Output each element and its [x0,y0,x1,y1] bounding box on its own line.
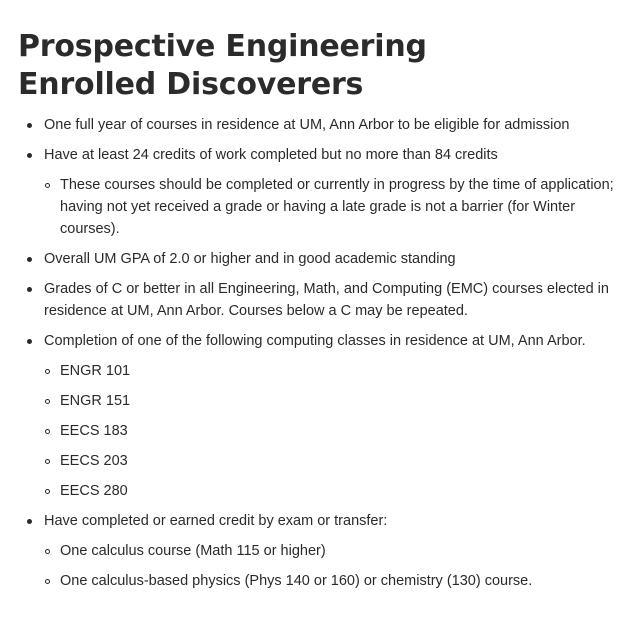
course-item [44,390,622,412]
requirement-text: Completion of one of the following computing classes in residence at UM, Ann Arbor. [44,333,586,349]
requirement-item [18,510,622,592]
requirement-item [18,114,622,136]
course-code: EECS 280 [60,483,128,499]
sub-requirement-text: One calculus course (Math 115 or higher) [60,543,326,559]
course-code: ENGR 101 [60,363,131,379]
course-item [44,420,622,442]
course-item [44,450,622,472]
requirement-text: Have at least 24 credits of work completed but no more than 84 credits [44,147,498,163]
requirement-item [18,144,622,240]
course-code: ENGR 151 [60,393,131,409]
course-code: EECS 183 [60,423,128,439]
requirement-item [18,248,622,270]
requirement-text: One full year of courses in residence at UM, Ann Arbor to be eligible for admission [44,117,570,133]
course-item [44,480,622,502]
sub-requirement-item [44,570,622,592]
course-item [44,360,622,382]
requirements-list [18,114,622,592]
requirement-sublist [44,540,622,592]
sub-requirement-text: These courses should be completed or currently in progress by the time of application; having not yet received a grade or having a late grade is not a barrier (for Winter courses). [60,177,614,237]
requirement-text: Overall UM GPA of 2.0 or higher and in good academic standing [44,251,456,267]
requirement-sublist [44,174,622,240]
requirement-item [18,278,622,322]
page-title: Prospective Engineering Enrolled Discoverers [18,29,427,102]
sub-requirement-item [44,540,622,562]
computing-classes-list [44,360,622,502]
requirement-item [18,330,622,502]
requirement-text: Have completed or earned credit by exam or transfer: [44,513,388,529]
sub-requirement-item [44,174,622,240]
course-code: EECS 203 [60,453,128,469]
requirement-text: Grades of C or better in all Engineering, Math, and Computing (EMC) courses elected in residence at UM, Ann Arbor. Courses below a C may be repeated. [44,281,609,319]
sub-requirement-text: One calculus-based physics (Phys 140 or 160) or chemistry (130) course. [60,573,533,589]
